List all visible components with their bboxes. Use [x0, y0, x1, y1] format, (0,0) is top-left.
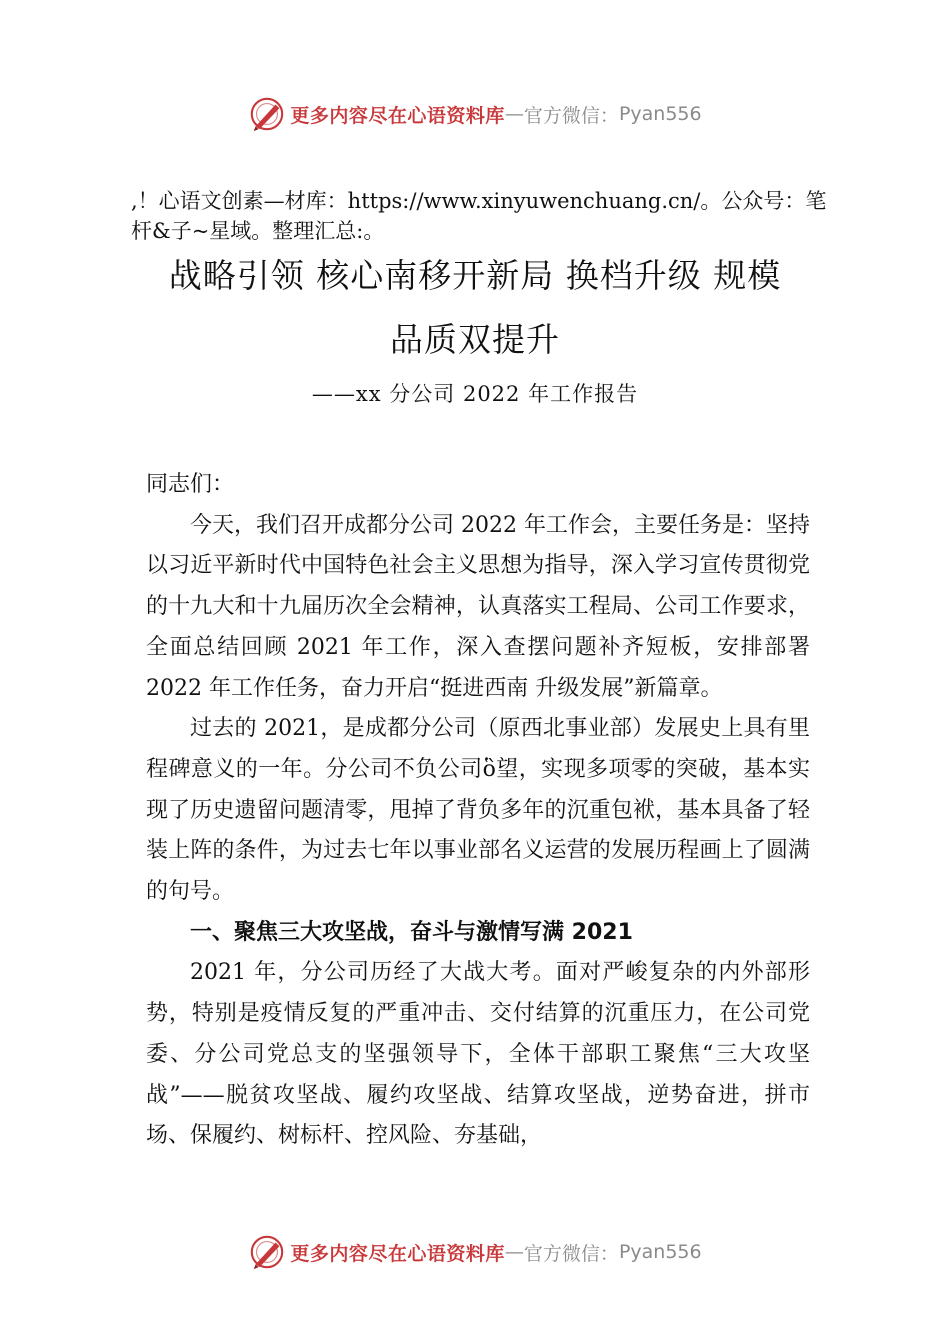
paragraph-3: 2021 年，分公司历经了大战大考。面对严峻复杂的内外部形势，特别是疫情反复的严重冲击、交付结算的沉重压力，在公司党委、分公司党总支的坚强领导下，全体干部职工聚焦“三大攻坚战”——脱贫攻坚战、履约攻坚战、结算攻坚战，逆势奋进，拼市场、保履约、树标杆、控风险、夯基础，: [146, 960, 810, 1149]
title-line-1: 战略引领 核心南移开新局 换档升级 规模: [168, 256, 782, 295]
banner-site-text: 更多内容尽在心语资料库: [290, 104, 505, 127]
subtitle: ——xx 分公司 2022 年工作报告: [311, 382, 639, 406]
salutation: 同志们：: [146, 472, 235, 497]
paragraph-2: 过去的 2021，是成都分公司（原西北事业部）发展史上具有里程碑意义的一年。分公司不负公司ὃ望，实现多项零的突破，基本实现了历史遗留问题清零，甩掉了背负多年的沉重包袱，基本具备了轻装上阵的条件，为过去七年以事业部名义运营的发展历程画上了圆满的句号。: [146, 716, 810, 905]
document-body: [146, 465, 810, 1157]
paragraph-1: 今天，我们召开成都分公司 2022 年工作会，主要任务是：坚持以习近平新时代中国特色社会主义思想为指导，深入学习宣传贯彻党的十九大和十九届历次全会精神，认真落实工程局、公司工作要求，全面总结回顾 2021 年工作，深入查摆问题补齐短板，安排部署 2022 年工作任务，奋力开启“挺进西南 升级发展”新篇章。: [146, 512, 810, 701]
title-line-2: 品质双提升: [390, 320, 560, 359]
pen-logo-icon: [248, 95, 286, 133]
banner-separator: —: [504, 103, 524, 125]
banner-wechat-label: 官方微信：: [523, 1242, 619, 1265]
header-banner: [0, 94, 950, 134]
pen-logo-icon: [248, 1233, 286, 1271]
section-heading-1: 一、聚焦三大攻坚战，奋斗与激情写满 2021: [190, 919, 633, 945]
banner-separator: —: [504, 1241, 524, 1263]
footer-banner: [0, 1232, 950, 1272]
banner-account: Pyan556: [618, 1241, 702, 1263]
banner-wechat-label: 官方微信：: [523, 104, 619, 127]
banner-site-text: 更多内容尽在心语资料库: [290, 1242, 505, 1265]
source-note: ,！心语文创素—材库：https://www.xinyuwenchuang.cn/。公众号：笔杆&子~星域。整理汇总:。: [131, 189, 827, 243]
banner-account: Pyan556: [618, 103, 702, 125]
